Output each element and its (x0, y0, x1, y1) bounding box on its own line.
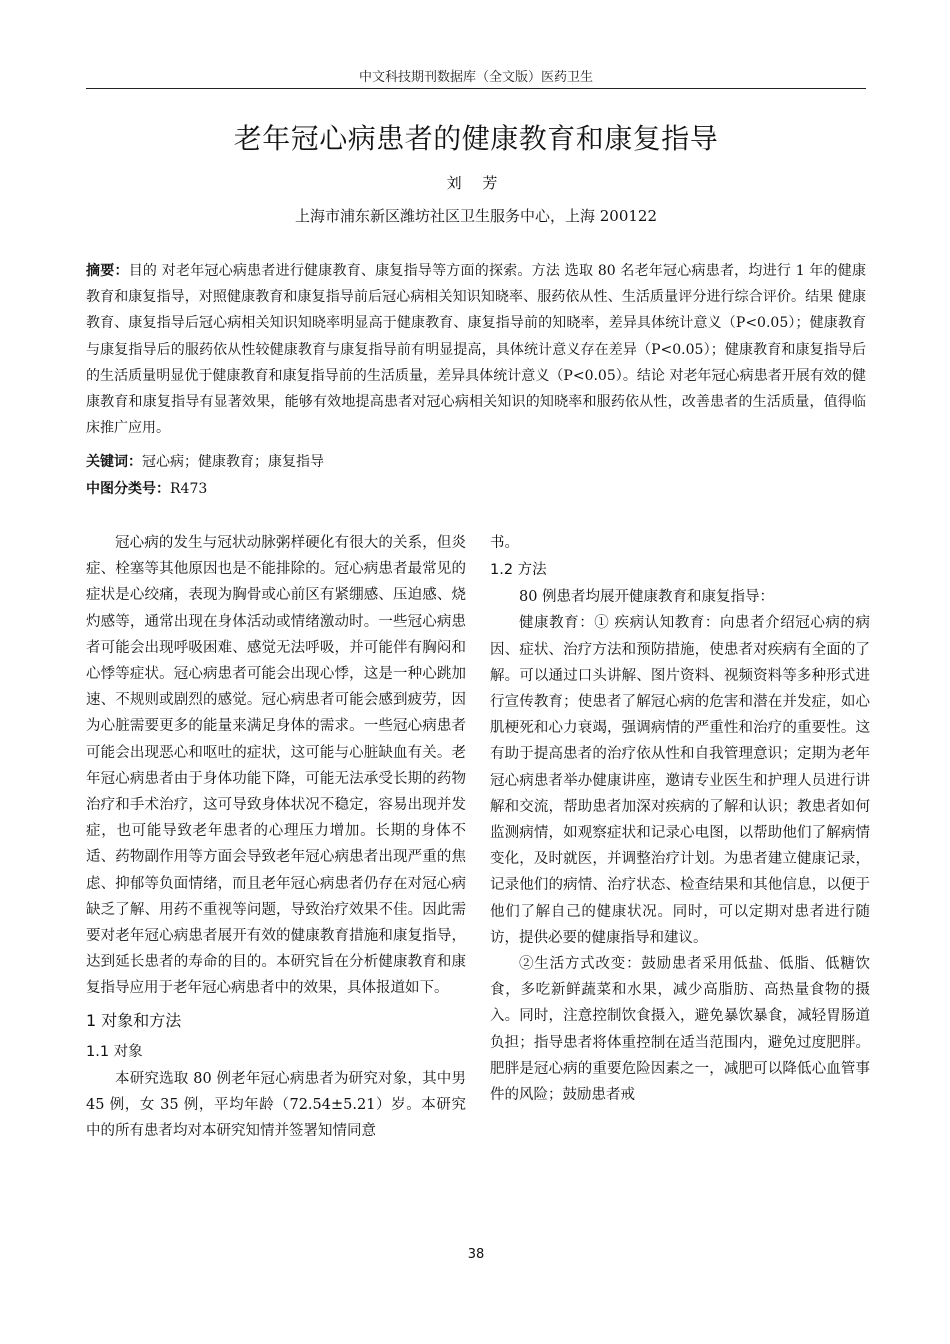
subsection-1-2-paragraph-1: 健康教育：① 疾病认知教育：向患者介绍冠心病的病因、症状、治疗方法和预防措施，使患者对疾病有全面的了解。可以通过口头讲解、图片资料、视频资料等多种形式进行宣传教育；使患者了解冠心病的危害和潜在并发症，如心肌梗死和心力衰竭，强调病情的严重性和治疗的重要性。这有助于提高患者的治疗依从性和自我管理意识；定期为老年冠心病患者举办健康讲座，邀请专业医生和护理人员进行讲解和交流，帮助患者加深对疾病的了解和认识；教患者如何监测病情，如观察症状和记录心电图，以帮助他们了解病情变化，及时就医，并调整治疗计划。为患者建立健康记录，记录他们的病情、治疗状态、检查结果和其他信息，以便于他们了解自己的健康状况。同时，可以定期对患者进行随访，提供必要的健康指导和建议。 (490, 615, 870, 946)
abstract-text: 目的 对老年冠心病患者进行健康教育、康复指导等方面的探索。方法 选取 80 名老年冠心病患者，均进行 1 年的健康教育和康复指导，对照健康教育和康复指导前后冠心病相关知识知晓率、服药依从性、生活质量评分进行综合评价。结果 健康教育、康复指导后冠心病相关知识知晓率明显高于健康教育、康复指导前的知晓率，差异具体统计意义（P<0.05）；健康教育与康复指导后的服药依从性较健康教育与康复指导前有明显提高，具体统计意义存在差异（P<0.05）；健康教育和康复指导后的生活质量明显优于健康教育和康复指导前的生活质量，差异具体统计意义（P<0.05）。结论 对老年冠心病患者开展有效的健康教育和康复指导有显著效果，能够有效地提高患者对冠心病相关知识的知晓率和服药依从性，改善患者的生活质量，值得临床推广应用。 (86, 263, 867, 437)
article-title: 老年冠心病患者的健康教育和康复指导 (233, 122, 719, 155)
journal-header: 中文科技期刊数据库（全文版）医药卫生 (358, 70, 593, 85)
classification-text: R473 (170, 481, 208, 497)
classification-label: 中图分类号： (86, 481, 170, 497)
subsection-1-1-text: 本研究选取 80 例老年冠心病患者为研究对象，其中男 45 例，女 35 例，平均年龄（72.54±5.21）岁。本研究中的所有患者均对本研究知情并签署知情同意 (86, 1070, 466, 1140)
section-1-heading: 1 对象和方法 (86, 1010, 182, 1030)
article-author: 刘 芳 (446, 174, 506, 192)
right-column (490, 530, 870, 1108)
keywords-line (86, 451, 324, 471)
keywords-label: 关键词： (86, 454, 142, 470)
abstract-label: 摘要： (86, 263, 129, 279)
abstract-block (86, 258, 866, 441)
subsection-1-2-heading: 1.2 方法 (490, 562, 547, 579)
article-affiliation: 上海市浦东新区潍坊社区卫生服务中心，上海 200122 (294, 207, 658, 225)
page-number: 38 (467, 1247, 485, 1262)
intro-paragraph: 冠心病的发生与冠状动脉粥样硬化有很大的关系，但炎症、栓塞等其他原因也是不能排除的。冠心病患者最常见的症状是心绞痛，表现为胸骨或心前区有紧绷感、压迫感、烧灼感等，通常出现在身体活动或情绪激动时。一些冠心病患者可能会出现呼吸困难、感觉无法呼吸，并可能伴有胸闷和心悸等症状。冠心病患者可能会出现心悸，这是一种心跳加速、不规则或剧烈的感觉。冠心病患者可能会感到疲劳，因为心脏需要更多的能量来满足身体的需求。一些冠心病患者可能会出现恶心和呕吐的症状，这可能与心脏缺血有关。老年冠心病患者由于身体功能下降，可能无法承受长期的药物治疗和手术治疗，这可导致身体状况不稳定，容易出现并发症，也可能导致老年患者的心理压力增加。长期的身体不适、药物副作用等方面会导致老年冠心病患者出现严重的焦虑、抑郁等负面情绪，而且老年冠心病患者仍存在对冠心病缺乏了解、用药不重视等问题，导致治疗效果不佳。因此需要对老年冠心病患者展开有效的健康教育措施和康复指导，达到延长患者的寿命的目的。本研究旨在分析健康教育和康复指导应用于老年冠心病患者中的效果，具体报道如下。 (86, 535, 466, 997)
subsection-1-1-heading: 1.1 对象 (86, 1043, 143, 1060)
header-rule (86, 88, 866, 89)
subsection-1-1-continuation: 书。 (490, 535, 519, 551)
subsection-1-2-lead: 80 例患者均展开健康教育和康复指导： (519, 589, 775, 606)
classification-line (86, 478, 207, 498)
keywords-text: 冠心病；健康教育；康复指导 (142, 454, 324, 470)
subsection-1-2-paragraph-2: ②生活方式改变：鼓励患者采用低盐、低脂、低糖饮食，多吃新鲜蔬菜和水果，减少高脂肪、高热量食物的摄入。同时，注意控制饮食摄入，避免暴饮暴食，减轻胃肠道负担；指导患者将体重控制在适当范围内，避免过度肥胖。肥胖是冠心病的重要危险因素之一，减肥可以降低心血管事件的风险；鼓励患者戒 (490, 956, 870, 1104)
left-column (86, 530, 466, 1144)
